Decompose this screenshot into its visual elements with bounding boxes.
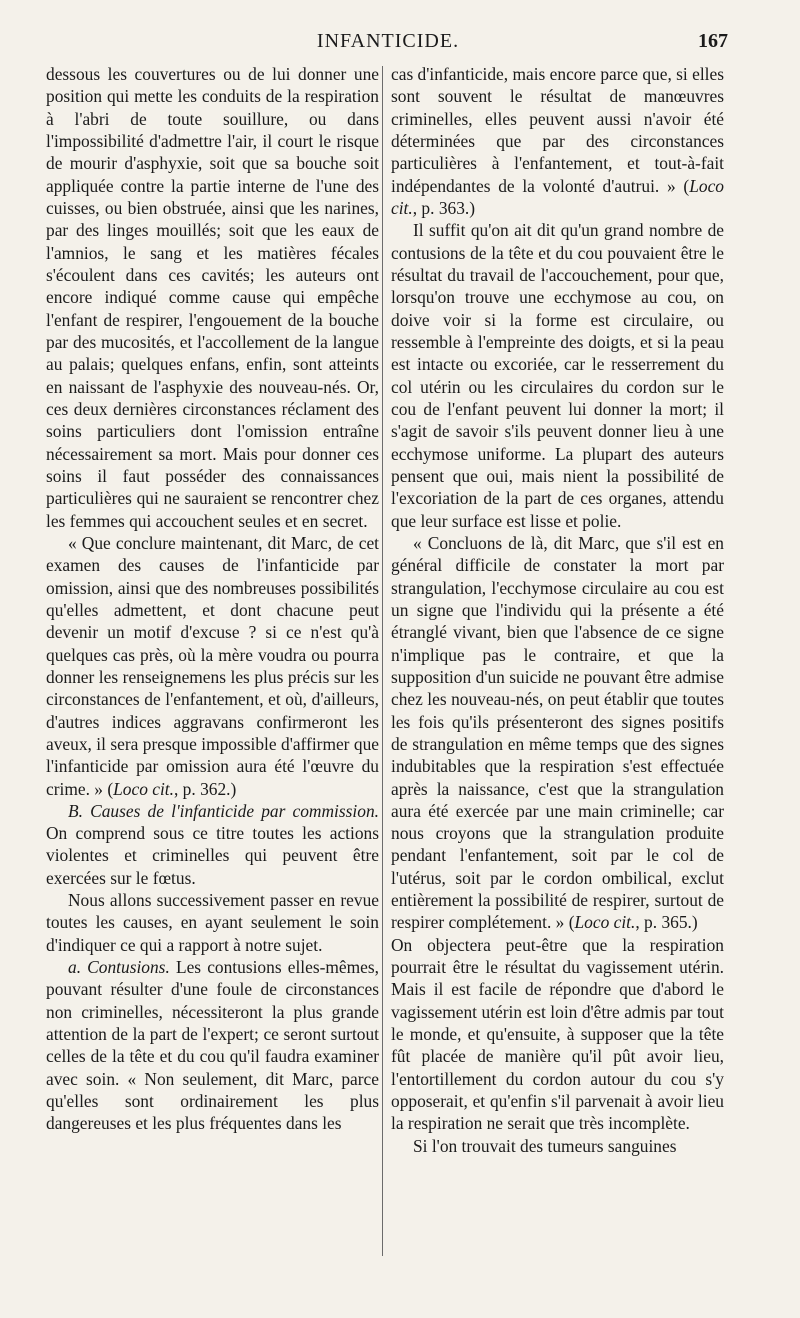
column-divider (382, 66, 383, 1256)
paragraph: Nous allons successivement passer en revue toutes les causes, en ayant seulement le soin d'indiquer ce qui a rapport à notre sujet. (46, 890, 379, 955)
citation-page: , p. 363.) (412, 197, 476, 218)
right-column (391, 63, 724, 1157)
citation: Loco cit. (113, 778, 174, 799)
page-number: 167 (698, 30, 728, 52)
paragraph-text: cas d'infanticide, mais encore parce que, si elles sont souvent le résultat de manœuvres criminelles, elles peuvent aussi n'avoir été déterminées que par des circonstances particulières à l'enfantement, et tout-à-fait indépendantes de la volonté d'autrui. » ( (391, 64, 724, 196)
paragraph: Si l'on trouvait des tumeurs sanguines (413, 1135, 677, 1156)
paragraph (46, 956, 379, 1135)
paragraph-text: « Concluons de là, dit Marc, que s'il est en général difficile de constater la mort par strangulation, l'ecchymose circulaire au cou est un signe que l'individu qui la présente a été étranglé vivant, bien que l'absence de ce signe n'implique pas le contraire, et que la supposition d'un suicide ne pouvant être admise chez les nouveau-nés, on peut établir que toutes les fois qu'ils présenteront des signes positifs de strangulation en même temps que des signes indubitables que la respiration s'est effectuée après la naissance, c'est que la strangulation aura été exercée par une main criminelle; car nous croyons que la strangulation produite pendant l'enfantement, soit par le col de l'utérus, soit par le cordon ombilical, exclut entièrement la possibilité de respirer, surtout de respirer complétement. » ( (391, 532, 724, 933)
paragraph: Il suffit qu'on ait dit qu'un grand nombre de contusions de la tête et du cou pouvaient être le résultat du travail de l'accouchement, pour que, lorsqu'on trouve une ecchymose au cou, on doive voir si la forme est circulaire, ou ressemble à l'empreinte des doigts, et si la peau est intacte ou excoriée, car le resserrement du col utérin ou les circulaires du cordon sur le cou de l'enfant peuvent lui donner la mort; il s'agit de savoir s'ils peuvent donner lieu à une ecchymose uniforme. La plupart des auteurs pensent que oui, mais nient la possibilité de l'excoriation de la part de ces organes, attendu que leur surface est lisse et polie. (391, 220, 724, 531)
paragraph (391, 63, 724, 219)
running-title: INFANTICIDE. (316, 30, 460, 52)
left-column (46, 63, 379, 1135)
paragraph: On objectera peut-être que la respiration pourrait être le résultat du vagissement utérin. Mais il est facile de répondre que d'abord le vagissement utérin est loin d'être admis par tout le monde, et qu'ensuite, à supposer que la tête fût placée de manière qu'il pût avoir lieu, l'entortillement du cordon autour du cou s'y opposerait, et qu'enfin s'il parvenait à avoir lieu la respiration ne serait que très incomplète. (391, 934, 724, 1134)
section-heading: B. Causes de l'infanticide par commission. (68, 800, 379, 821)
paragraph-text: On comprend sous ce titre toutes les actions violentes et criminelles qui peuvent être exercées sur le fœtus. (46, 823, 379, 888)
citation: Loco cit. (391, 175, 724, 218)
paragraph-text: Les contusions elles-mêmes, pouvant résulter d'une foule de circonstances non criminelles, nécessiteront la plus grande attention de la part de l'expert; ce seront surtout celles de la tête et du cou qu'il faudra examiner avec soin. « Non seulement, dit Marc, parce qu'elles sont ordinairement les plus dangereuses et les plus fréquentes dans les (46, 957, 379, 1134)
paragraph-text: « Que conclure maintenant, dit Marc, de cet examen des causes de l'infanticide par omission, ainsi que des nombreuses possibilités qu'elles admettent, et dont chacune peut devenir un motif d'excuse ? si ce n'est qu'à quelques cas près, où la mère voudra ou pourra donner les renseignemens les plus précis sur les circonstances de l'enfantement, et où, d'ailleurs, d'autres indices aggravans confirmeront les aveux, il sera presque impossible d'affirmer que l'infanticide par omission aura été l'œuvre du crime. » ( (46, 532, 379, 799)
citation-page: , p. 365.) (635, 912, 698, 933)
paragraph: dessous les couvertures ou de lui donner une position qui mette les conduits de la respiration à l'abri de toute souillure, ou dans l'impossibilité d'admettre l'air, il court le risque de mourir d'asphyxie, soit que sa bouche soit appliquée contre la partie interne de l'une des cuisses, ou bien obstruée, ainsi que les narines, par des linges mouillés; soit que les eaux de l'amnios, le sang et les matières fécales s'écoulent dans ces cavités; les auteurs ont encore indiqué comme cause qui empêche l'enfant de respirer, l'engouement de la bouche par des mucosités, et l'accollement de la langue au palais; quelques enfans, enfin, sont atteints en naissant de l'asphyxie des nouveau-nés. Or, ces deux dernières circonstances réclament des soins particuliers dont l'omission entraîne nécessairement sa mort. Mais pour donner ces soins il faut posséder des connaissances particulières qui ne sauraient se rencontrer chez les femmes qui accouchent seules et en secret. (46, 64, 379, 531)
paragraph (46, 532, 379, 800)
paragraph (46, 800, 379, 889)
citation: Loco cit. (574, 912, 636, 933)
paragraph (391, 532, 724, 934)
subsection-heading: a. Contusions. (68, 957, 170, 978)
citation-page: , p. 362.) (173, 778, 237, 799)
page-header (48, 30, 728, 60)
